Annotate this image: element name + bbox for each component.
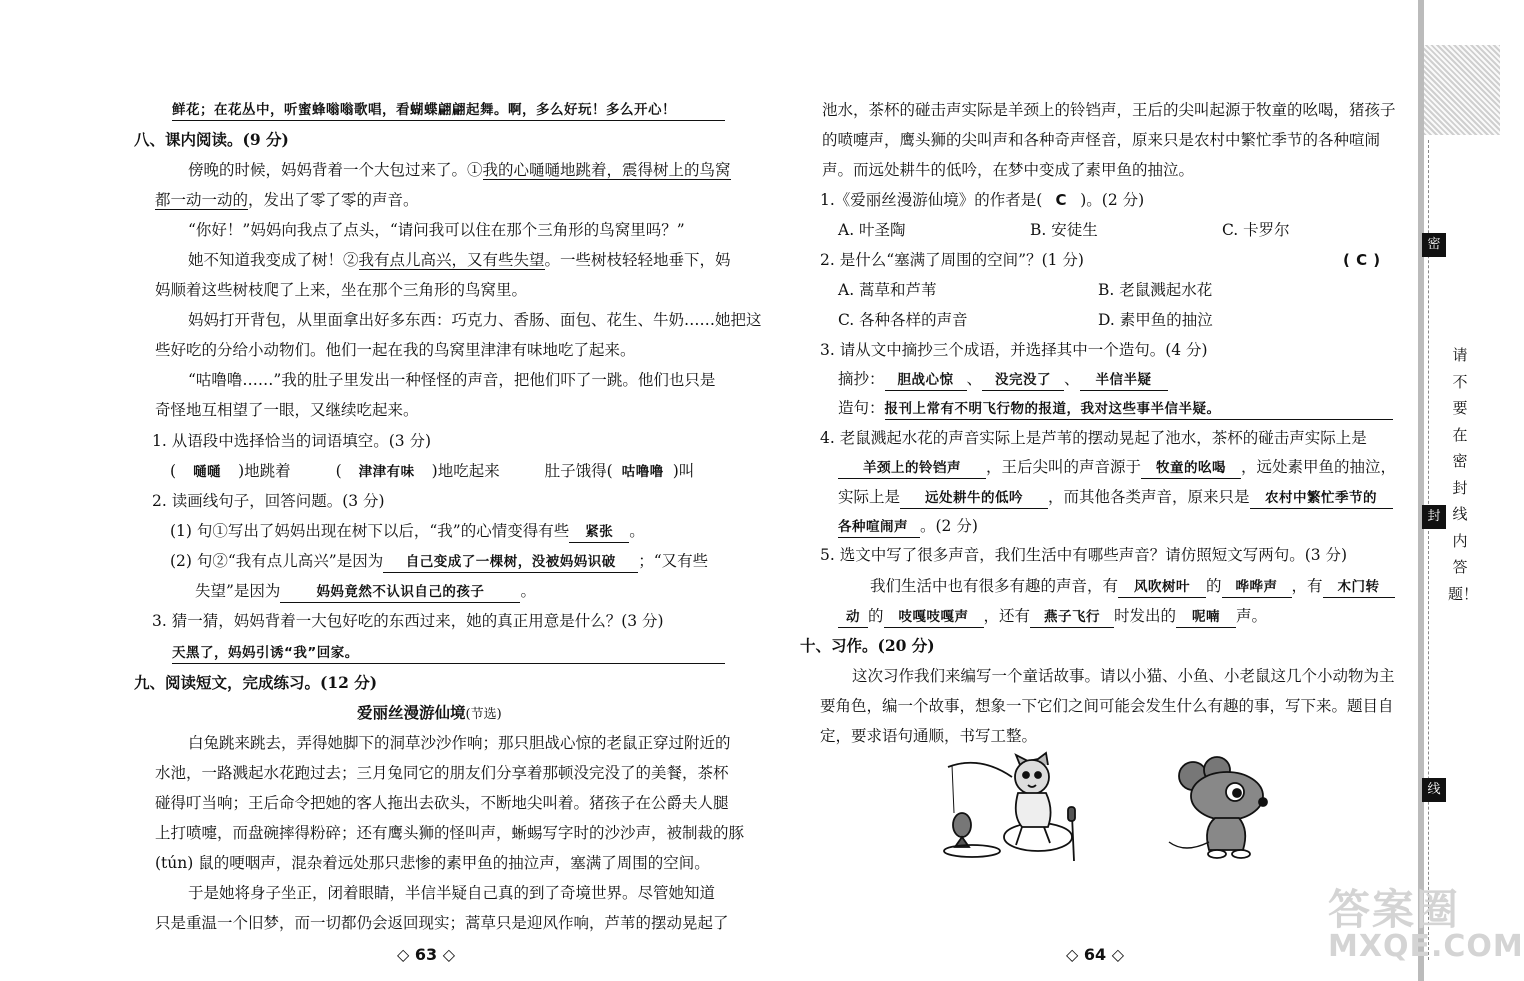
story-line: 上打喷嚏，而盘碗摔得粉碎；还有鹰头狮的怪叫声，蜥蜴写字时的沙沙声，被制裁的豚 <box>155 824 745 842</box>
passage-line <box>155 190 419 210</box>
underlined-sentence-2: 我有点儿高兴，又有些失望 <box>358 251 545 269</box>
text: 。一些树枝轻轻地垂下，妈 <box>544 251 731 269</box>
writing-prompt-line: 这次习作我们来编写一个童话故事。请以小猫、小鱼、小老鼠这几个小动物为主 <box>852 667 1395 685</box>
text: ，还有 <box>983 607 1031 625</box>
answer: 动 <box>838 607 868 628</box>
answer: 燕子飞行 <box>1030 607 1114 628</box>
carryover-answer-line: 鲜花；在花丛中，听蜜蜂嗡嗡歌唱，看蝴蝶翩翩起舞。啊，多么好玩！多么开心！ <box>172 100 725 121</box>
option-c: C. 卡罗尔 <box>1222 221 1290 239</box>
answer: 呢喃 <box>1176 607 1236 628</box>
passage-line: 妈顺着这些树枝爬了上来，坐在那个三角形的鸟窝里。 <box>155 281 528 299</box>
option-d: D. 素甲鱼的抽泣 <box>1098 311 1213 329</box>
idiom-3: 半信半疑 <box>1080 370 1168 391</box>
title: 爱丽丝漫游仙境 <box>357 703 466 722</box>
cat-fishing-illustration <box>940 755 1085 865</box>
section-10-title: 十、习作。(20 分) <box>800 636 935 655</box>
text: 她不知道我变成了树！② <box>188 251 359 269</box>
option-b: B. 老鼠溅起水花 <box>1098 281 1213 299</box>
option-a: A. 叶圣陶 <box>838 221 906 239</box>
answer-2: 津津有味 <box>358 464 415 480</box>
cat-icon <box>1015 753 1051 845</box>
seal-mark-xian: 线 <box>1422 778 1446 802</box>
answer: 妈妈竟然不认识自己的孩子 <box>280 582 520 603</box>
answer: 羊颈上的铃铛声 <box>838 458 986 479</box>
underlined-sentence-1: 我的心嗵嗵地跳着，震得树上的鸟窝 <box>482 161 731 179</box>
story-line: 水池，一路溅起水花跑过去；三月兔同它的朋友们分享着那顿没完没了的美餐，茶杯 <box>155 764 729 782</box>
question-3: 3. 请从文中摘抄三个成语，并选择其中一个造句。(4 分) <box>820 341 1208 359</box>
answer: 哗哗声 <box>1222 577 1292 598</box>
answer-3: 咕噜噜 <box>621 464 664 480</box>
separator: 、 <box>1064 370 1080 388</box>
text: 实际上是 <box>838 488 901 506</box>
answer: 各种喧闹声 <box>838 517 920 538</box>
text: ，王后尖叫的声音源于 <box>986 458 1142 476</box>
question-1 <box>820 190 1144 210</box>
question-2-answer: ( C ) <box>1343 251 1381 269</box>
story-line: 碰得叮当响；王后命令把她的客人拖出去砍头，不断地尖叫着。猪孩子在公爵夫人腿 <box>155 794 729 812</box>
page-number-64: ◇ 64 ◇ <box>1066 945 1125 964</box>
text: 地跳着 <box>244 462 291 480</box>
text: ，而其他各类声音，原来只是 <box>1048 488 1250 506</box>
text: ，远处素甲鱼的抽泣， <box>1241 458 1397 476</box>
fishing-line <box>952 765 954 813</box>
watermark <box>1328 885 1524 964</box>
option-b: B. 安徒生 <box>1030 221 1098 239</box>
question-5-line <box>870 576 1395 598</box>
binding-edge <box>1418 0 1424 981</box>
text: ，有 <box>1291 577 1323 595</box>
answer-1: 嗵嗵 <box>193 464 222 480</box>
question-1-answers: ( 嗵嗵 )地跳着 ( 津津有味 )地吃起来 肚子饿得( 咕噜噜 )叫 <box>170 462 695 480</box>
text: 肚子饿得 <box>544 462 607 480</box>
text: 我们生活中也有很多有趣的声音，有 <box>870 577 1119 595</box>
question-2: 2. 读画线句子，回答问题。(3 分) <box>152 492 385 510</box>
story-line: 的喷嚏声，鹰头狮的尖叫声和各种奇声怪音，原来只是农村中繁忙季节的各种喧闹 <box>822 131 1381 149</box>
idiom-1: 胆战心惊 <box>885 370 967 391</box>
text: ；“又有些 <box>638 552 709 570</box>
fish-icon <box>953 813 971 847</box>
question-4-line <box>838 457 1396 479</box>
subtitle: (节选) <box>465 707 502 722</box>
page-number-63: ◇ 63 ◇ <box>397 945 456 964</box>
idiom-2: 没完没了 <box>982 370 1064 391</box>
writing-prompt-line: 定，要求语句通顺，书写工整。 <box>820 727 1038 745</box>
seal-dash-line <box>1428 140 1429 960</box>
answer: 牧童的吆喝 <box>1141 458 1241 479</box>
seal-mark-mi: 密 <box>1422 233 1446 257</box>
underlined-sentence-1-end: 都一动一动的 <box>155 191 249 209</box>
passage-line: 奇怪地互相望了一眼，又继续吃起来。 <box>155 401 419 419</box>
seal-line-sidebar <box>1418 0 1500 981</box>
answer: 远处耕牛的低吟 <box>900 488 1048 509</box>
label: 造句： <box>838 399 885 417</box>
watermark-bottom: MXQE.COM <box>1328 929 1524 964</box>
story-line: 白兔跳来跳去，弄得她脚下的洞草沙沙作响；那只胆战心惊的老鼠正穿过附近的 <box>188 734 731 752</box>
mouse-icon <box>1169 757 1267 858</box>
no-answer-notice: 请不要在密封线内答题！ <box>1448 346 1479 603</box>
question-5: 5. 选文中写了很多声音，我们生活中有哪些声音？请仿照短文写两句。(3 分) <box>820 546 1348 564</box>
question-2-1: (1) 句①写出了妈妈出现在树下以后，“我”的心情变得有些 紧张 。 <box>170 521 645 543</box>
seal-mark-feng: 封 <box>1422 505 1446 529</box>
story-line: 只是重温一个旧梦，而一切都仍会返回现实；蒿草只是迎风作响，芦苇的摆动晃起了 <box>155 914 729 932</box>
texture-patch <box>1424 45 1500 135</box>
separator: 、 <box>966 370 983 388</box>
question-2: 2. 是什么“塞满了周围的空间”？(1 分) <box>820 251 1084 269</box>
story-line: 于是她将身子坐正，闭着眼睛，半信半疑自己真的到了奇境世界。尽管她知道 <box>188 884 716 902</box>
option-a: A. 蒿草和芦苇 <box>838 281 937 299</box>
text: 1.《爱丽丝漫游仙境》的作者是( <box>820 191 1043 209</box>
text: ，发出了零了零的声音。 <box>248 191 419 209</box>
text: (1) 句①写出了妈妈出现在树下以后，“我”的心情变得有些 <box>170 522 570 540</box>
answer: C <box>1055 191 1068 209</box>
text: )。(2 分) <box>1080 191 1145 209</box>
answer: 紧张 <box>569 522 629 543</box>
section-8-title: 八、课内阅读。(9 分) <box>134 130 289 149</box>
text: 失望”是因为 <box>195 582 281 600</box>
text: 。(2 分) <box>920 517 978 535</box>
text: 声。 <box>1236 607 1268 625</box>
mouse-illustration <box>1165 758 1275 863</box>
question-3-excerpt <box>838 369 1168 391</box>
answer: 风吹树叶 <box>1118 577 1206 598</box>
writing-prompt-line: 要角色，编一个故事，想象一下它们之间可能会发生什么有趣的事，写下来。题目自 <box>820 697 1394 715</box>
pond <box>944 845 1000 857</box>
story-line: 声。而远处耕牛的低吟，在梦中变成了素甲鱼的抽泣。 <box>822 161 1195 179</box>
question-1: 1. 从语段中选择恰当的词语填空。(3 分) <box>152 432 432 450</box>
option-c: C. 各种各样的声音 <box>838 311 968 329</box>
watermark-top: 答案圈 <box>1328 885 1461 934</box>
text: 的 <box>868 607 884 625</box>
passage-line: 些好吃的分给小动物们。他们一起在我的鸟窝里津津有味地吃了起来。 <box>155 341 636 359</box>
sentence-answer: 报刊上常有不明飞行物的报道，我对这些事半信半疑。 <box>885 399 1393 420</box>
text: (2) 句②“我有点儿高兴”是因为 <box>170 552 384 570</box>
question-3-sentence <box>838 398 1393 420</box>
text: 地吃起来 <box>437 462 500 480</box>
question-5-line <box>838 606 1267 628</box>
text: 傍晚的时候，妈妈背着一个大包过来了。① <box>188 161 483 179</box>
question-4-line <box>838 516 978 538</box>
passage-line: 妈妈打开背包，从里面拿出好多东西：巧克力、香肠、面包、花生、牛奶……她把这 <box>188 311 762 329</box>
fishing-rod <box>948 763 1012 777</box>
label: 摘抄： <box>838 370 885 388</box>
passage-line: “咕噜噜……”我的肚子里发出一种怪怪的声音，把他们吓了一跳。他们也只是 <box>188 371 716 389</box>
section-9-title: 九、阅读短文，完成练习。(12 分) <box>134 673 378 692</box>
question-3: 3. 猜一猜，妈妈背着一大包好吃的东西过来，她的真正用意是什么？(3 分) <box>152 612 664 630</box>
text: 的 <box>1206 577 1222 595</box>
answer: 木门转 <box>1323 577 1395 598</box>
story-line: (tún) 鼠的哽咽声，混杂着远处那只悲惨的素甲鱼的抽泣声，塞满了周围的空间。 <box>155 854 710 872</box>
answer: 吱嘎吱嘎声 <box>884 607 984 628</box>
text: 叫 <box>678 462 695 480</box>
passage-line: “你好！”妈妈向我点了点头，“请问我可以住在那个三角形的鸟窝里吗？” <box>188 221 685 239</box>
answer: 农村中繁忙季节的 <box>1250 488 1393 509</box>
story-line: 池水，茶杯的碰击声实际是羊颈上的铃铛声，王后的尖叫起源于牧童的吆喝，猪孩子 <box>822 101 1396 119</box>
text: 时发出的 <box>1114 607 1177 625</box>
question-4: 4. 老鼠溅起水花的声音实际上是芦苇的摆动晃起了池水，茶杯的碰击声实际上是 <box>820 429 1367 447</box>
passage-line <box>188 160 731 180</box>
story-title <box>357 703 502 725</box>
passage-line <box>188 250 731 270</box>
question-2-3: 失望”是因为 妈妈竟然不认识自己的孩子 。 <box>195 581 536 603</box>
question-2-2 <box>170 551 708 573</box>
question-4-line <box>838 487 1393 509</box>
answer: 自己变成了一棵树，没被妈妈识破 <box>383 552 638 573</box>
question-3-answer: 天黑了，妈妈引诱“我”回家。 <box>172 643 725 664</box>
